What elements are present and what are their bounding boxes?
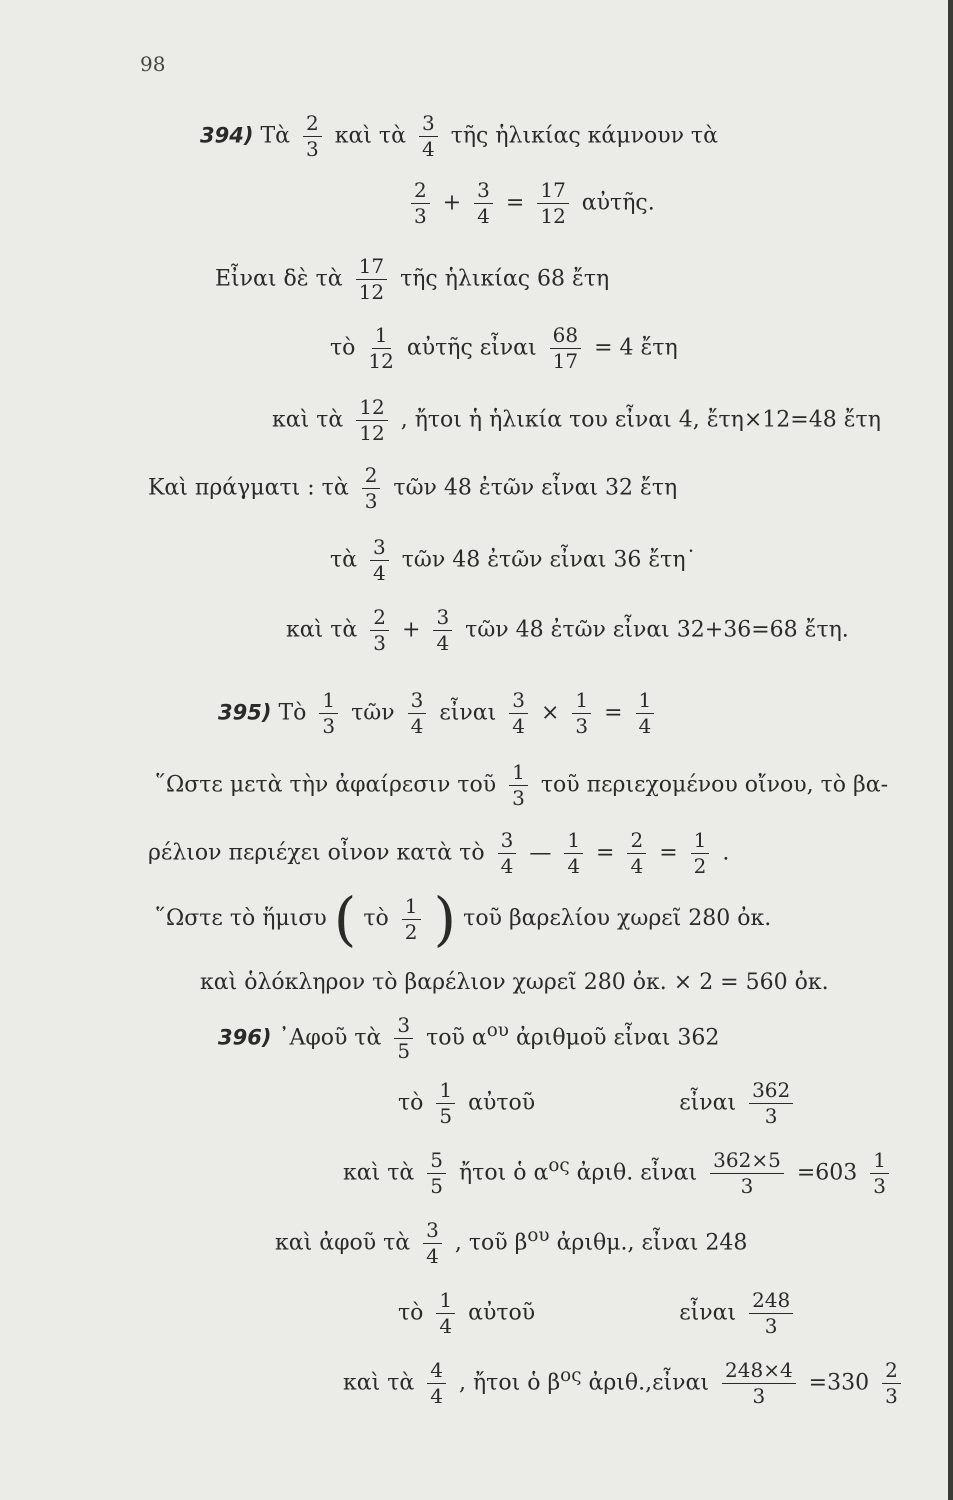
denominator: 4 <box>410 714 424 738</box>
denominator: 2 <box>693 854 707 878</box>
problem-396-line-6 <box>343 1360 907 1407</box>
denominator: 5 <box>439 1104 453 1128</box>
fraction <box>419 113 438 160</box>
numerator: 3 <box>419 113 438 137</box>
denominator: 4 <box>500 854 514 878</box>
problem-394-line-8 <box>286 607 849 654</box>
fraction <box>408 690 427 737</box>
fraction <box>627 830 646 877</box>
numerator: 3 <box>370 537 389 561</box>
denominator: 2 <box>404 919 418 944</box>
fraction <box>433 607 452 654</box>
denominator: 3 <box>414 204 427 228</box>
text: αὐτῆς. <box>581 190 655 216</box>
problem-396-line-4 <box>275 1220 747 1267</box>
denominator: 5 <box>397 1039 411 1063</box>
text: καὶ τὰ <box>286 617 358 643</box>
problem-396-line-5 <box>398 1290 799 1337</box>
numerator: 3 <box>394 1015 413 1039</box>
problem-395-line-5 <box>200 972 829 994</box>
text: Εἶναι δὲ τὰ <box>215 266 343 292</box>
numerator: 2 <box>362 465 381 489</box>
numerator: 1 <box>402 896 421 920</box>
text: = 4 ἔτη <box>594 335 678 361</box>
denominator: 4 <box>426 1244 439 1268</box>
fraction <box>509 762 528 809</box>
numerator: 17 <box>356 256 387 280</box>
text: ρέλιον περιέχει οἶνον κατὰ τὸ <box>148 840 485 866</box>
fraction <box>572 690 591 737</box>
fraction <box>370 537 389 584</box>
fraction <box>636 690 655 737</box>
fraction <box>427 1360 446 1407</box>
text: ἀριθμ., εἶναι 248 <box>556 1230 748 1256</box>
fraction <box>411 180 430 227</box>
text: τὸ <box>398 1090 424 1116</box>
problem-394-line-5 <box>272 397 881 444</box>
text: , ἤτοι ἡ ἡλικία του εἶναι 4, ἔτη×12=48 ἔτη <box>400 407 881 433</box>
problem-394-line-1 <box>200 113 718 160</box>
denominator: 12 <box>359 421 385 445</box>
numerator: 17 <box>537 180 568 204</box>
numerator: 2 <box>411 180 430 204</box>
denominator: 3 <box>305 137 319 161</box>
fraction <box>870 1150 889 1197</box>
fraction <box>498 830 517 877</box>
denominator: 4 <box>430 1384 443 1408</box>
text: τῶν <box>351 700 395 726</box>
text: ἀριθ. εἶναι <box>576 1160 698 1186</box>
numerator: 362×5 <box>710 1150 784 1174</box>
text: =603 <box>796 1160 858 1186</box>
fraction <box>423 1220 442 1267</box>
fraction <box>427 1150 446 1197</box>
superscript: ου <box>527 1225 550 1247</box>
numerator: 3 <box>433 607 452 631</box>
text: τῶν 48 ἐτῶν εἶναι 32+36=68 ἔτη. <box>465 617 849 643</box>
problem-396-line-2 <box>398 1080 799 1127</box>
text: αὐτῆς εἶναι <box>406 335 537 361</box>
text: ἤτοι ὁ α <box>459 1160 549 1186</box>
denominator: 3 <box>764 1104 778 1128</box>
fraction <box>394 1015 413 1062</box>
problem-395-line-4 <box>155 885 772 953</box>
denominator: 5 <box>430 1174 443 1198</box>
numerator: 3 <box>474 180 493 204</box>
numerator: 2 <box>303 113 322 137</box>
equals-sign: = <box>596 840 615 866</box>
denominator: 4 <box>512 714 525 738</box>
page-edge-shadow <box>948 0 953 1500</box>
problem-394-line-4 <box>330 325 678 372</box>
text: τὸ <box>330 335 356 361</box>
denominator: 12 <box>368 349 394 373</box>
text: τοῦ βαρελίου χωρεῖ 280 ὀκ. <box>463 906 772 932</box>
equals-sign: = <box>659 840 678 866</box>
times-sign: × <box>540 700 560 726</box>
text: Καὶ πράγματι : τὰ <box>148 475 349 501</box>
text: καὶ ἀφοῦ τὰ <box>275 1230 411 1256</box>
fraction <box>691 830 710 877</box>
text: ἀριθ.,εἶναι <box>588 1370 710 1396</box>
denominator: 4 <box>439 1314 453 1338</box>
denominator: 3 <box>752 1384 766 1408</box>
text: εἶναι <box>439 700 497 726</box>
problem-396-label: 396) <box>218 1025 272 1050</box>
denominator: 12 <box>540 204 566 228</box>
problem-394-line-2 <box>405 180 655 227</box>
equals-sign: = <box>505 190 525 216</box>
problem-394-line-3 <box>215 256 609 303</box>
problem-396-line-1 <box>218 1015 719 1062</box>
numerator: 2 <box>882 1360 901 1384</box>
problem-394-line-6 <box>148 465 677 512</box>
fraction <box>402 893 421 944</box>
numerator: 1 <box>436 1290 455 1314</box>
problem-394-label: 394) <box>200 123 254 148</box>
fraction <box>436 1080 455 1127</box>
numerator: 1 <box>636 690 655 714</box>
text: =330 <box>808 1370 870 1396</box>
denominator: 4 <box>421 137 435 161</box>
fraction <box>882 1360 901 1407</box>
numerator: 1 <box>870 1150 889 1174</box>
equals-sign: = <box>604 700 623 726</box>
plus-sign: + <box>442 190 462 216</box>
text: τῶν 48 ἐτῶν εἶναι 32 ἔτη <box>393 475 678 501</box>
denominator: 3 <box>764 1314 778 1338</box>
text: τοῦ περιεχομένου οἴνου, τὸ βα- <box>540 772 888 798</box>
denominator: 3 <box>512 786 525 810</box>
numerator: 3 <box>408 690 427 714</box>
fraction <box>474 180 493 227</box>
problem-394-line-7 <box>330 537 697 584</box>
problem-395-label: 395) <box>218 700 272 725</box>
fraction <box>356 397 387 444</box>
denominator: 4 <box>477 204 490 228</box>
fraction <box>749 1080 793 1127</box>
text: ῞Ωστε μετὰ τὴν ἀφαίρεσιν τοῦ <box>155 772 497 798</box>
numerator: 248×4 <box>722 1360 796 1384</box>
denominator: 4 <box>567 854 581 878</box>
fraction <box>722 1360 796 1407</box>
fraction <box>368 325 393 372</box>
page-number: 98 <box>140 52 166 76</box>
numerator: 1 <box>436 1080 455 1104</box>
numerator: 1 <box>509 762 528 786</box>
superscript: ος <box>560 1365 582 1387</box>
numerator: 3 <box>498 830 517 854</box>
denominator: 3 <box>575 714 589 738</box>
denominator: 4 <box>436 631 450 655</box>
text: τὸ <box>398 1300 424 1326</box>
denominator: 3 <box>740 1174 754 1198</box>
denominator: 3 <box>322 714 336 738</box>
numerator: 2 <box>370 607 389 631</box>
numerator: 5 <box>427 1150 446 1174</box>
denominator: 17 <box>552 349 579 373</box>
text: ῞Ωστε τὸ ἥμισυ <box>155 906 327 932</box>
denominator: 3 <box>873 1174 886 1198</box>
text: Τὸ <box>278 700 307 726</box>
text: τοῦ α <box>426 1025 487 1051</box>
denominator: 3 <box>364 489 378 513</box>
fraction <box>303 113 322 160</box>
text: τὰ <box>330 547 358 573</box>
numerator: 362 <box>749 1080 793 1104</box>
fraction <box>319 690 338 737</box>
period: . <box>722 840 730 866</box>
fraction <box>370 607 389 654</box>
fraction <box>356 256 387 303</box>
numerator: 1 <box>572 690 591 714</box>
fraction <box>749 1290 793 1337</box>
fraction <box>509 690 528 737</box>
problem-396-line-3 <box>343 1150 895 1197</box>
plus-sign: + <box>402 617 421 643</box>
text: εἶναι <box>679 1300 737 1326</box>
superscript: ου <box>486 1020 509 1042</box>
numerator: 1 <box>691 830 710 854</box>
numerator: 1 <box>319 690 338 714</box>
fraction <box>550 325 581 372</box>
numerator: 4 <box>427 1360 446 1384</box>
text: τῆς ἡλικίας 68 ἔτη <box>400 266 610 292</box>
right-parenthesis: ) <box>433 885 457 953</box>
denominator: 4 <box>630 854 644 878</box>
fraction <box>564 830 583 877</box>
text: καὶ τὰ <box>343 1160 415 1186</box>
left-parenthesis: ( <box>333 885 357 953</box>
problem-395-line-2 <box>155 762 888 809</box>
fraction <box>362 465 381 512</box>
denominator: 4 <box>638 714 652 738</box>
denominator: 12 <box>358 280 385 304</box>
minus-sign: — <box>529 840 552 866</box>
text: καὶ ὁλόκληρον τὸ βαρέλιον χωρεῖ 280 ὀκ. × 2 = 560 ὀκ. <box>200 970 829 995</box>
text: καὶ τὰ <box>272 407 344 433</box>
numerator: 3 <box>509 690 528 714</box>
problem-395-line-3 <box>148 830 729 877</box>
numerator: 12 <box>356 397 387 421</box>
numerator: 3 <box>423 1220 442 1244</box>
text: καὶ τὰ <box>343 1370 415 1396</box>
denominator: 4 <box>373 561 386 585</box>
numerator: 1 <box>564 830 583 854</box>
text: ᾿Αφοῦ τὰ <box>278 1025 382 1051</box>
denominator: 3 <box>885 1384 898 1408</box>
text: τῆς ἡλικίας κάμνουν τὰ <box>450 123 718 149</box>
numerator: 2 <box>627 830 646 854</box>
text: , ἤτοι ὁ β <box>459 1370 561 1396</box>
problem-395-line-1 <box>218 690 660 737</box>
denominator: 3 <box>373 631 386 655</box>
numerator: 248 <box>749 1290 793 1314</box>
fraction <box>537 180 568 227</box>
text: , τοῦ β <box>454 1230 528 1256</box>
fraction <box>710 1150 784 1197</box>
numerator: 1 <box>372 325 391 349</box>
text: αὐτοῦ <box>468 1300 536 1326</box>
text: εἶναι <box>679 1090 737 1116</box>
text: Τὰ <box>260 123 290 149</box>
text: καὶ τὰ <box>334 123 406 149</box>
fraction <box>436 1290 455 1337</box>
numerator: 68 <box>550 325 581 349</box>
text: τῶν 48 ἐτῶν εἶναι 36 ἔτη˙ <box>401 547 697 573</box>
superscript: ος <box>548 1155 570 1177</box>
text: τὸ <box>363 906 389 932</box>
text: αὐτοῦ <box>468 1090 536 1116</box>
text: ἀριθμοῦ εἶναι 362 <box>515 1025 720 1051</box>
